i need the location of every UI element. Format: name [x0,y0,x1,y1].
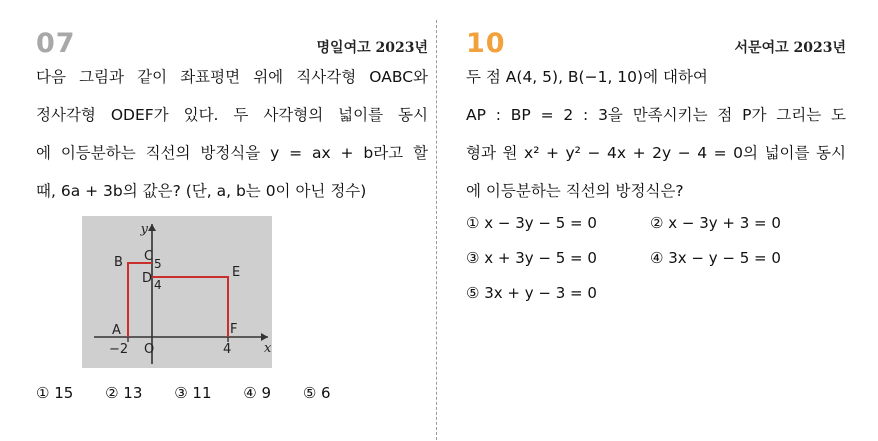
point-a-label: A [112,323,121,338]
choice-5[interactable]: ⑤ 3x + y − 3 = 0 [466,284,597,302]
choice-3[interactable]: ③ 11 [174,384,212,402]
square-odef [152,277,228,337]
label-four-y: 4 [154,278,162,292]
problem-line-2: 정사각형 ODEF가 있다. 두 사각형의 넓이를 동시 [36,106,428,124]
problem-source: 명일여고 2023년 [316,40,428,56]
choice-3[interactable]: ③ x + 3y − 5 = 0 [466,249,597,267]
y-axis-arrow [148,224,156,231]
problem-07 [36,0,428,441]
choice-4[interactable]: ④ 3x − y − 5 = 0 [650,249,781,267]
coordinate-figure [82,216,272,368]
choice-2[interactable]: ② 13 [105,384,143,402]
point-b-label: B [114,255,123,270]
problem-line-2: AP : BP = 2 : 3을 만족시키는 점 P가 그리는 도 [466,106,846,124]
answer-choices [36,384,428,402]
problem-line-1: 두 점 A(4, 5), B(−1, 10)에 대하여 [466,68,708,86]
point-d-label: D [142,271,153,286]
origin-label: O [144,342,155,357]
choice-4[interactable]: ④ 9 [243,384,272,402]
problem-number: 10 [466,28,506,59]
point-f-label: F [230,322,238,337]
problem-line-3: 에 이등분하는 직선의 방정식을 y = ax + b라고 할 [36,144,428,162]
point-e-label: E [232,265,241,280]
choice-1[interactable]: ① 15 [36,384,74,402]
label-four-x: 4 [223,342,232,357]
x-axis-arrow [261,333,268,341]
problem-line-3: 형과 원 x² + y² − 4x + 2y − 4 = 0의 넓이를 동시 [466,144,846,162]
problem-line-4: 때, 6a + 3b의 값은? (단, a, b는 0이 아닌 정수) [36,182,367,200]
label-five: 5 [154,257,162,271]
figure-svg [82,216,272,368]
y-axis-label: y [140,222,148,237]
x-axis-label: x [264,341,272,356]
problem-line-4: 에 이등분하는 직선의 방정식은? [466,182,684,200]
label-minus2: −2 [109,342,129,357]
point-c-label: C [144,249,154,264]
column-divider [436,20,437,440]
problem-10 [466,0,846,441]
problem-number: 07 [36,28,76,59]
choice-5[interactable]: ⑤ 6 [302,384,331,402]
problem-line-1: 다음 그림과 같이 좌표평면 위에 직사각형 OABC와 [36,68,428,86]
choice-2[interactable]: ② x − 3y + 3 = 0 [650,214,781,232]
problem-source: 서문여고 2023년 [734,40,846,56]
choice-1[interactable]: ① x − 3y − 5 = 0 [466,214,597,232]
